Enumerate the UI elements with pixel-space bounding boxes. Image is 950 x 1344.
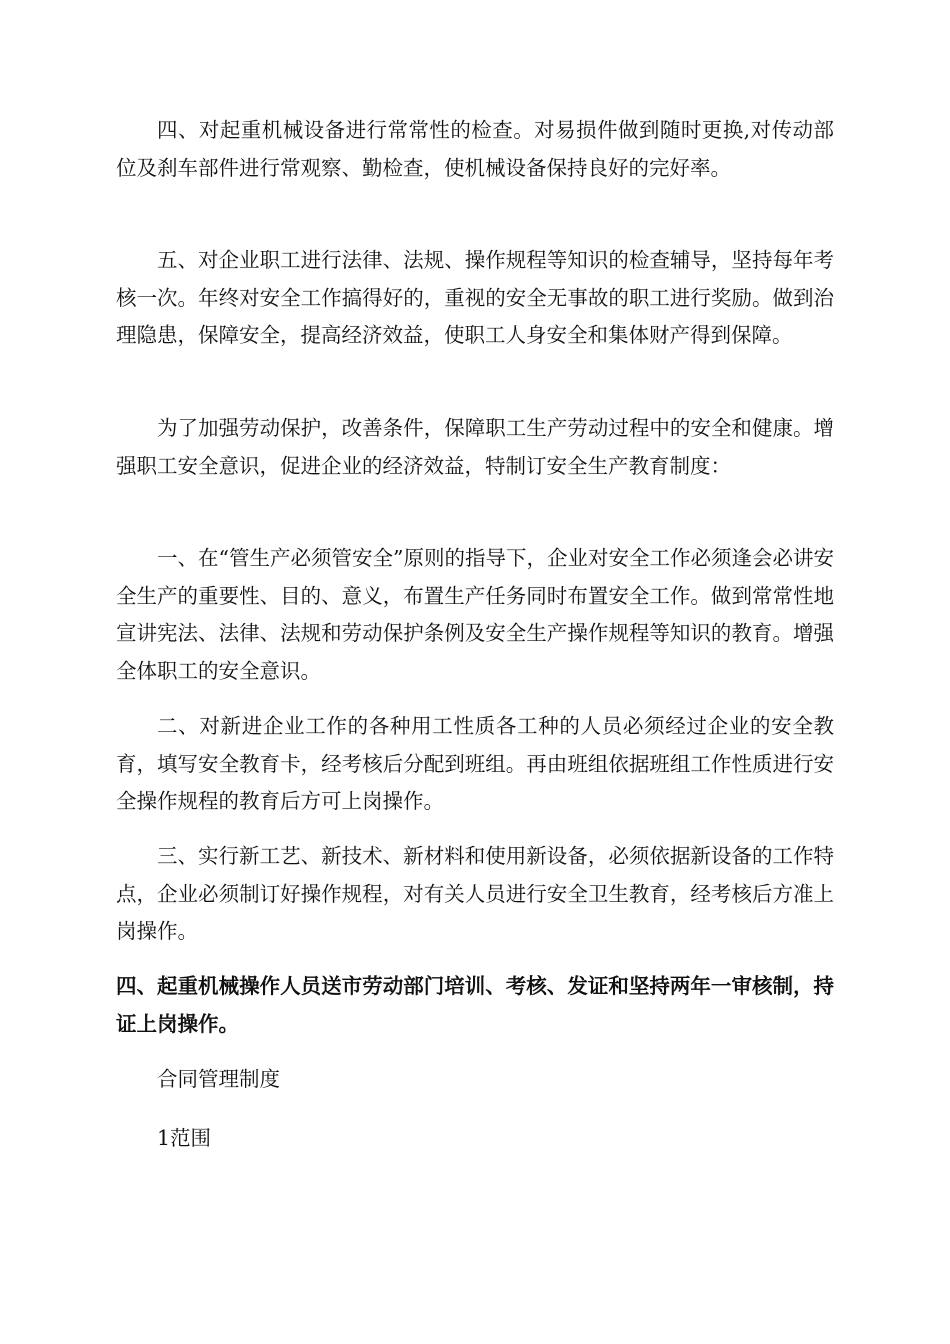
paragraph-lifting-equipment-inspection: 四、对起重机械设备进行常常性的检查。对易损件做到随时更换,对传动部位及刹车部件进行常观察、勤检查，使机械设备保持良好的完好率。 <box>116 118 834 180</box>
paragraph-item-two: 二、对新进企业工作的各种用工性质各工种的人员必须经过企业的安全教育，填写安全教育卡，经考核后分配到班组。再由班组依据班组工作性质进行安全操作规程的教育后方可上岗操作。 <box>116 714 834 813</box>
paragraph-item-four-bold: 四、起重机械操作人员送市劳动部门培训、考核、发证和坚持两年一审核制，持证上岗操作。 <box>116 974 834 1036</box>
paragraph-safety-education-intro: 为了加强劳动保护，改善条件，保障职工生产劳动过程中的安全和健康。增强职工安全意识，促进企业的经济效益，特制订安全生产教育制度： <box>116 416 834 478</box>
paragraph-employee-law-training: 五、对企业职工进行法律、法规、操作规程等知识的检查辅导，坚持每年考核一次。年终对安全工作搞得好的，重视的安全无事故的职工进行奖励。做到治理隐患，保障安全，提高经济效益，使职工人身安全和集体财产得到保障。 <box>116 248 834 347</box>
paragraph-item-three: 三、实行新工艺、新技术、新材料和使用新设备，必须依据新设备的工作特点，企业必须制订好操作规程，对有关人员进行安全卫生教育，经考核后方准上岗操作。 <box>116 844 834 943</box>
section-heading-contract-management: 合同管理制度 <box>157 1067 280 1091</box>
subsection-heading-scope: 1范围 <box>157 1126 212 1150</box>
paragraph-item-one: 一、在“管生产必须管安全”原则的指导下，企业对安全工作必须逢会必讲安全生产的重要性、目的、意义，布置生产任务同时布置安全工作。做到常常性地宣讲宪法、法律、法规和劳动保护条例及安全生产操作规程等知识的教育。增强全体职工的安全意识。 <box>116 546 834 683</box>
